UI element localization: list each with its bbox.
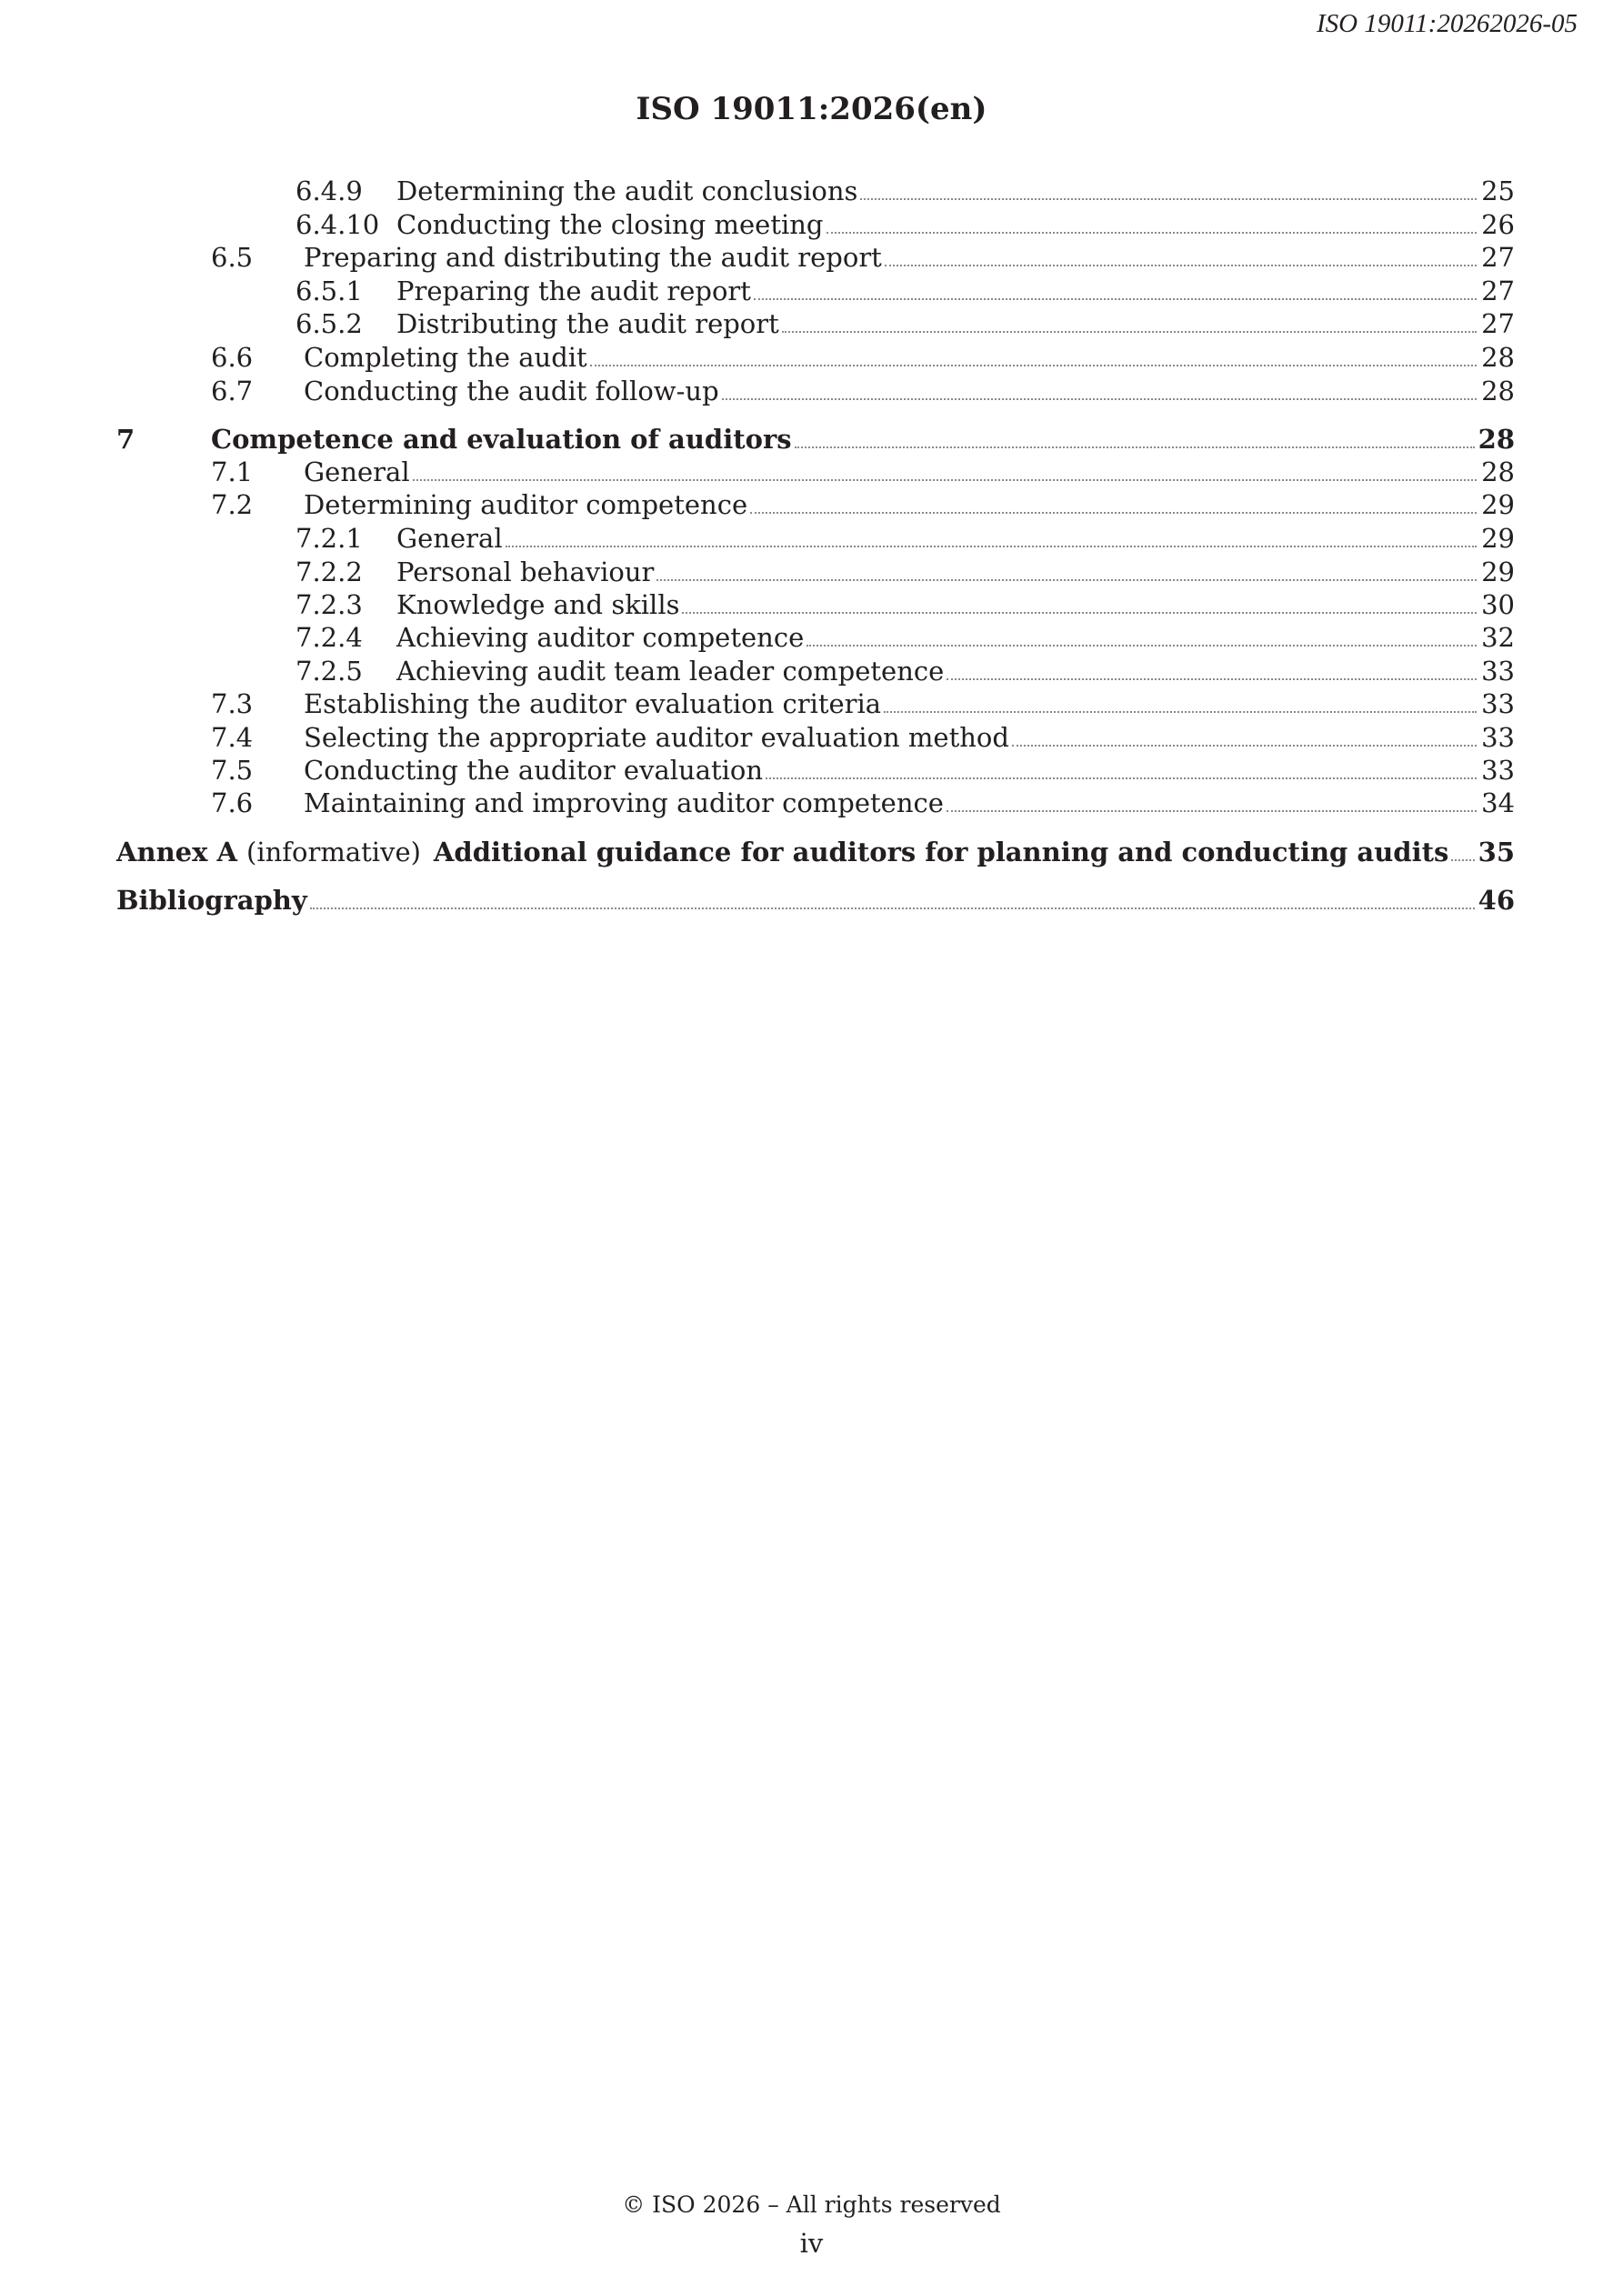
toc-dot-leader xyxy=(885,241,1477,266)
toc-entry-number: 7.4 xyxy=(211,722,254,753)
toc-entry-title: Determining the audit conclusions xyxy=(396,175,858,206)
toc-entry-page: 27 xyxy=(1481,308,1515,339)
toc-entry[interactable] xyxy=(0,208,1623,241)
toc-entry-number: 6.5 xyxy=(211,242,254,273)
toc-dot-leader xyxy=(1012,721,1477,747)
toc-entry-page: 34 xyxy=(1481,787,1515,818)
toc-entry-title: Personal behaviour xyxy=(396,556,655,587)
toc-entry[interactable] xyxy=(0,307,1623,340)
toc-dot-leader xyxy=(806,621,1477,647)
toc-entry[interactable] xyxy=(0,556,1623,588)
toc-entry-line xyxy=(396,275,1515,307)
toc-dot-leader xyxy=(413,456,1477,481)
toc-entry-annex[interactable] xyxy=(0,836,1623,868)
toc-entry-title: Maintaining and improving auditor competence xyxy=(304,787,944,818)
toc-entry-line xyxy=(396,588,1515,621)
toc-entry-page: 28 xyxy=(1481,456,1515,487)
toc-dot-leader xyxy=(884,687,1477,713)
toc-entry-number: 7.5 xyxy=(211,755,254,786)
toc-entry-line xyxy=(304,341,1515,374)
toc-entry-page: 32 xyxy=(1481,622,1515,653)
toc-entry-number: 7.3 xyxy=(211,688,254,719)
toc-entry-number: 6.4.10 xyxy=(296,209,380,240)
toc-entry-title: Conducting the auditor evaluation xyxy=(304,755,764,786)
toc-entry-page: 28 xyxy=(1481,376,1515,406)
toc-entry[interactable] xyxy=(0,655,1623,687)
toc-dot-leader xyxy=(795,423,1475,448)
toc-entry-page: 28 xyxy=(1478,424,1515,455)
toc-entry-page: 33 xyxy=(1481,688,1515,719)
toc-entry-number: 6.6 xyxy=(211,342,254,373)
toc-entry-number: 7.2.2 xyxy=(296,556,363,587)
toc-entry-line xyxy=(304,754,1515,787)
toc-entry-title: Completing the audit xyxy=(304,342,587,373)
toc-entry-line xyxy=(396,522,1515,555)
toc-entry-line xyxy=(304,456,1515,488)
toc-dot-leader xyxy=(754,275,1477,300)
toc-entry-page: 25 xyxy=(1481,175,1515,206)
toc-entry-line xyxy=(304,375,1515,407)
toc-entry-title: Achieving auditor competence xyxy=(396,622,805,653)
toc-dot-leader xyxy=(656,556,1477,581)
toc-entry-number: 7.2.4 xyxy=(296,622,363,653)
annex-page: 35 xyxy=(1478,837,1515,867)
toc-entry[interactable] xyxy=(0,175,1623,207)
page-number: iv xyxy=(799,2228,824,2259)
toc-entry-page: 33 xyxy=(1481,722,1515,753)
toc-entry-number: 7 xyxy=(116,424,135,455)
toc-dot-leader xyxy=(682,588,1477,614)
toc-entry[interactable] xyxy=(0,721,1623,754)
toc-entry[interactable] xyxy=(0,423,1623,456)
bibliography-page: 46 xyxy=(1478,885,1515,916)
toc-entry-number: 7.2.5 xyxy=(296,656,363,687)
toc-entry-line xyxy=(396,175,1515,207)
toc-entry-title: Establishing the auditor evaluation criteria xyxy=(304,688,882,719)
toc-entry-number: 7.2 xyxy=(211,489,254,520)
document-id: ISO 19011:20262026-05 xyxy=(1316,9,1578,38)
toc-entry-line xyxy=(116,884,1515,917)
document-title: ISO 19011:2026(en) xyxy=(636,91,987,127)
toc-entry[interactable] xyxy=(0,754,1623,787)
toc-dot-leader xyxy=(506,522,1477,547)
toc-dot-leader xyxy=(827,208,1478,234)
bibliography-title: Bibliography xyxy=(116,885,307,916)
toc-entry-number: 7.2.1 xyxy=(296,523,363,554)
toc-entry[interactable] xyxy=(0,787,1623,819)
annex-title: Additional guidance for auditors for planning and conducting audits xyxy=(433,837,1449,867)
toc-dot-leader xyxy=(310,884,1475,909)
toc-entry-title: Achieving audit team leader competence xyxy=(396,656,945,687)
toc-entry-line xyxy=(116,836,1515,868)
toc-entry-line xyxy=(304,721,1515,754)
toc-entry-number: 7.1 xyxy=(211,456,254,487)
toc-dot-leader xyxy=(766,754,1477,779)
toc-dot-leader xyxy=(722,375,1477,400)
toc-entry-line xyxy=(396,307,1515,340)
toc-entry-title: Selecting the appropriate auditor evaluation method xyxy=(304,722,1009,753)
toc-entry-title: Preparing and distributing the audit report xyxy=(304,242,882,273)
toc-entry-page: 29 xyxy=(1481,556,1515,587)
toc-dot-leader xyxy=(947,655,1477,680)
toc-entry-title: Preparing the audit report xyxy=(396,276,751,306)
toc-dot-leader xyxy=(590,341,1477,366)
annex-kind: (informative) xyxy=(246,837,421,867)
copyright-notice: © ISO 2026 – All rights reserved xyxy=(622,2191,1001,2218)
toc-entry-title: Conducting the audit follow-up xyxy=(304,376,719,406)
toc-entry-title: Determining auditor competence xyxy=(304,489,748,520)
toc-entry-number: 7.2.3 xyxy=(296,589,363,620)
toc-entry-line xyxy=(304,687,1515,720)
toc-dot-leader xyxy=(947,787,1477,812)
toc-entry-bibliography[interactable] xyxy=(0,884,1623,917)
toc-entry-page: 28 xyxy=(1481,342,1515,373)
toc-entry-line xyxy=(396,208,1515,241)
toc-entry-page: 26 xyxy=(1481,209,1515,240)
toc-entry-title: Competence and evaluation of auditors xyxy=(211,424,792,455)
toc-entry-title: Distributing the audit report xyxy=(396,308,779,339)
toc-entry-line xyxy=(304,488,1515,521)
toc-entry-page: 30 xyxy=(1481,589,1515,620)
toc-entry-page: 29 xyxy=(1481,523,1515,554)
toc-dot-leader xyxy=(750,488,1477,514)
toc-entry[interactable] xyxy=(0,488,1623,521)
toc-entry[interactable] xyxy=(0,522,1623,555)
toc-entry-line xyxy=(396,556,1515,588)
toc-dot-leader xyxy=(860,175,1477,200)
toc-entry-page: 29 xyxy=(1481,489,1515,520)
toc-entry[interactable] xyxy=(0,241,1623,274)
toc-entry-title: Conducting the closing meeting xyxy=(396,209,824,240)
toc-entry-line xyxy=(304,241,1515,274)
toc-entry[interactable] xyxy=(0,588,1623,621)
toc-dot-leader xyxy=(1451,836,1474,861)
toc-entry-number: 6.5.1 xyxy=(296,276,363,306)
toc-entry-title: General xyxy=(396,523,503,554)
toc-entry[interactable] xyxy=(0,687,1623,720)
toc-entry-line xyxy=(211,423,1515,456)
toc-entry-title: General xyxy=(304,456,410,487)
toc-entry[interactable] xyxy=(0,375,1623,407)
toc-entry-number: 6.7 xyxy=(211,376,254,406)
toc-entry-number: 6.4.9 xyxy=(296,175,363,206)
toc-entry-page: 27 xyxy=(1481,276,1515,306)
toc-entry-line xyxy=(304,787,1515,819)
toc-entry[interactable] xyxy=(0,341,1623,374)
toc-entry-page: 27 xyxy=(1481,242,1515,273)
toc-entry-line xyxy=(396,621,1515,654)
toc-entry-title: Knowledge and skills xyxy=(396,589,680,620)
toc-entry[interactable] xyxy=(0,456,1623,488)
toc-entry-number: 6.5.2 xyxy=(296,308,363,339)
toc-entry[interactable] xyxy=(0,621,1623,654)
toc-entry-line xyxy=(396,655,1515,687)
toc-entry-page: 33 xyxy=(1481,656,1515,687)
toc-entry-number: 7.6 xyxy=(211,787,254,818)
annex-label: Annex A xyxy=(116,837,238,867)
toc-dot-leader xyxy=(782,307,1477,333)
toc-entry-page: 33 xyxy=(1481,755,1515,786)
toc-entry[interactable] xyxy=(0,275,1623,307)
